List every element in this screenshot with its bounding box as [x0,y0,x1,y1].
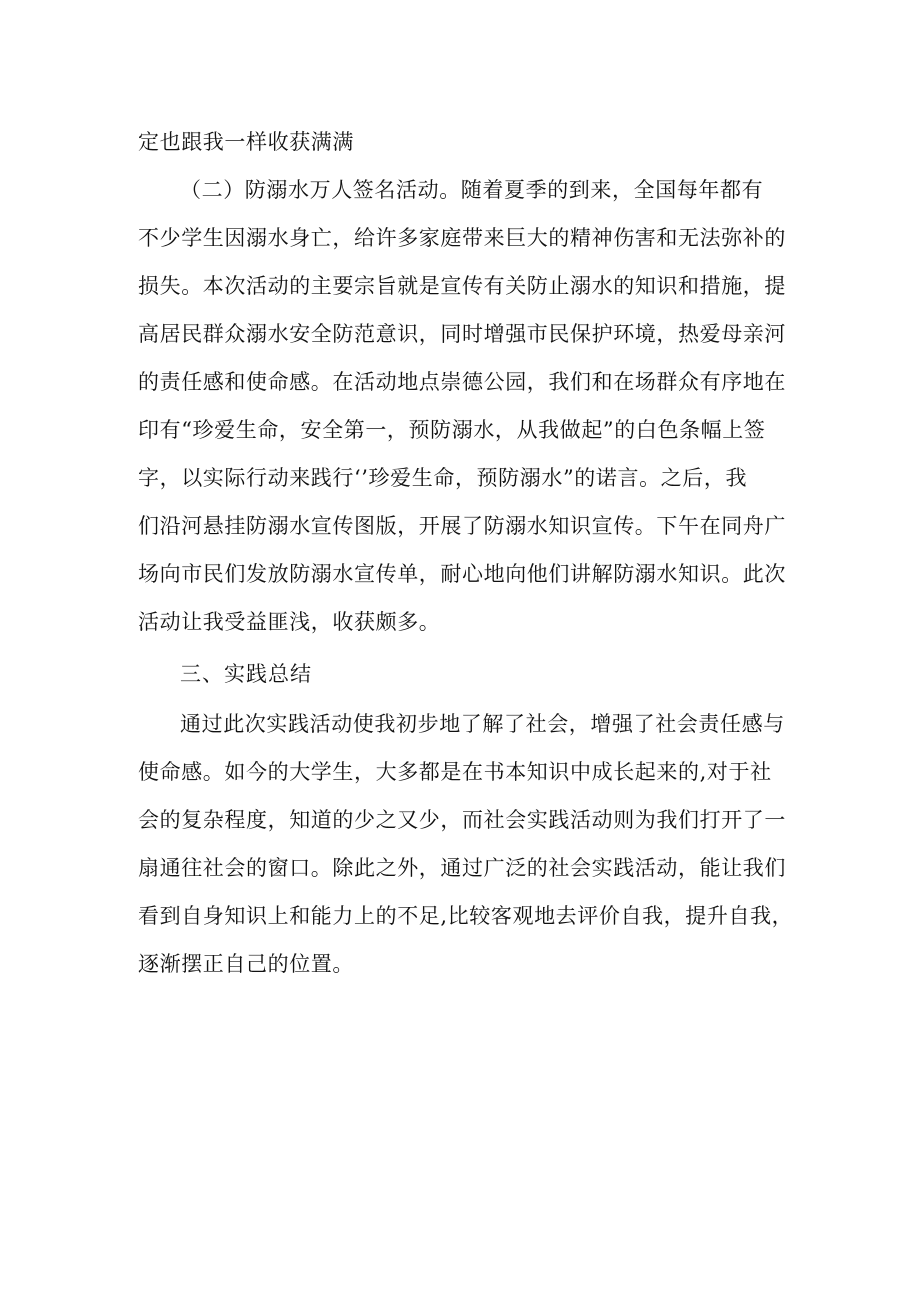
section2-line: 场向市民们发放防溺水宣传单，耐心地向他们讲解防溺水知识。此次 [138,562,786,586]
section3-line: 使命感。如今的大学生，大多都是在书本知识中成长起来的,对于社 [138,760,772,784]
section3-line: 会的复杂程度，知道的少之又少，而社会实践活动则为我们打开了一 [138,808,786,832]
section3-line: 看到自身知识上和能力上的不足,比较客观地去评价自我，提升自我， [138,904,794,928]
paragraph-continuation-line: 定也跟我一样收获满满 [138,130,354,154]
section2-line: 不少学生因溺水身亡，给许多家庭带来巨大的精神伤害和无法弥补的 [138,226,786,250]
section2-line: 印有“珍爱生命，安全第一，预防溺水，从我做起”的白色条幅上签 [138,418,766,442]
section3-line: 逐渐摆正自己的位置。 [138,952,354,976]
section2-line: 活动让我受益匪浅，收获颇多。 [138,610,441,634]
section3-line: 扇通往社会的窗口。除此之外，通过广泛的社会实践活动，能让我们 [138,856,786,880]
section2-line: 字，以实际行动来践行‘’珍爱生命，预防溺水”的诺言。之后，我 [138,466,748,490]
section2-line: （二）防溺水万人签名活动。随着夏季的到来，全国每年都有 [180,178,764,202]
section2-line: 损失。本次活动的主要宗旨就是宣传有关防止溺水的知识和措施，提 [138,274,786,298]
section2-line: 高居民群众溺水安全防范意识，同时增强市民保护环境，热爱母亲河 [138,322,786,346]
section3-line: 通过此次实践活动使我初步地了解了社会，增强了社会责任感与 [180,712,785,736]
section2-line: 们沿河悬挂防溺水宣传图版，开展了防溺水知识宣传。下午在同舟广 [138,514,786,538]
section3-heading: 三、实践总结 [180,662,312,686]
section2-line: 的责任感和使命感。在活动地点崇德公园，我们和在场群众有序地在 [138,370,786,394]
